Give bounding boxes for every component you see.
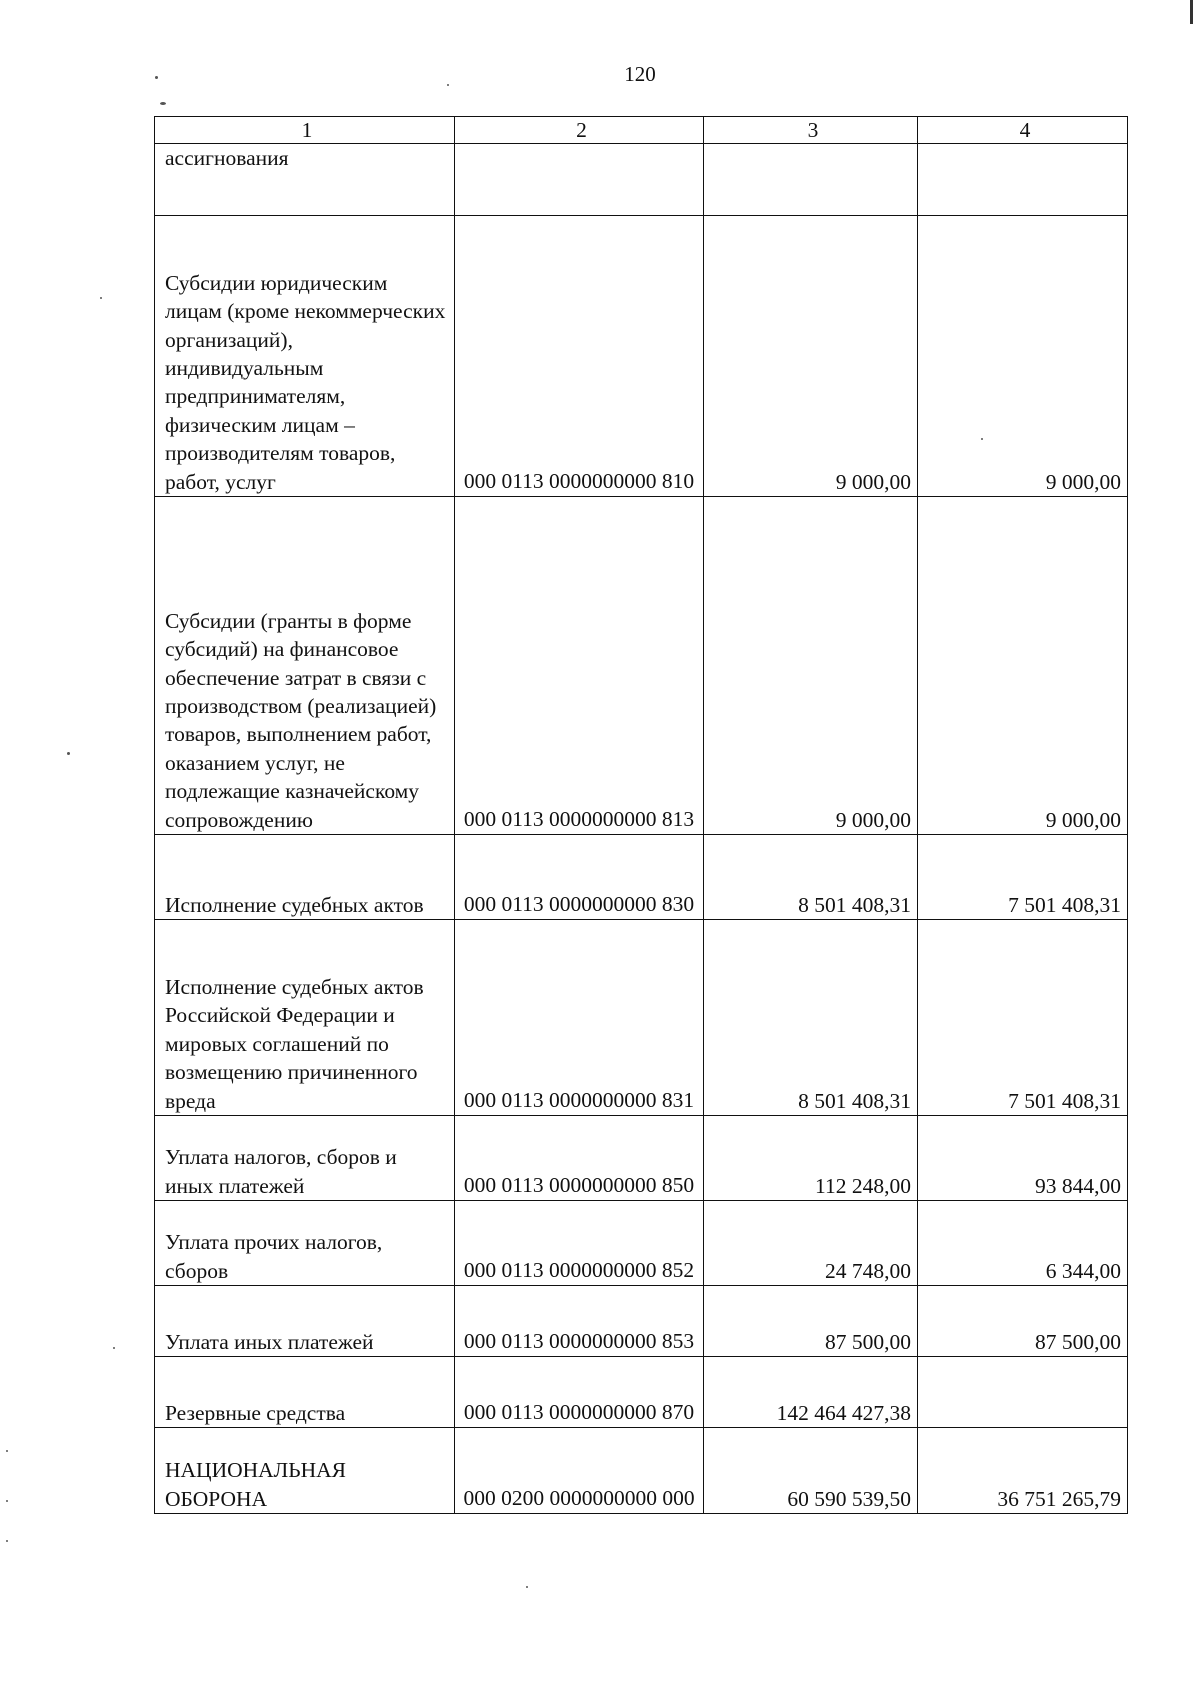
- table-row: [155, 1116, 1128, 1201]
- row-name-cell: ассигнования: [155, 144, 455, 216]
- row-value-col4: 9 000,00: [918, 216, 1128, 497]
- row-name-cell: Исполнение судебных актов: [155, 835, 455, 920]
- row-value-col3: 9 000,00: [704, 497, 918, 835]
- budget-table: [154, 116, 1128, 1514]
- row-code-cell: 000 0113 0000000000 810: [455, 216, 704, 497]
- scan-speck: [67, 752, 70, 755]
- table-row: [155, 497, 1128, 835]
- row-name-cell: Субсидии (гранты в форме субсидий) на финансовое обеспечение затрат в связи с производством (реализацией) товаров, выполнением работ, оказанием услуг, не подлежащие казначейскому сопровождению: [155, 497, 455, 835]
- table-row: [155, 144, 1128, 216]
- row-value-col3: 8 501 408,31: [704, 835, 918, 920]
- header-row: [155, 117, 1128, 144]
- column-header-4: 4: [918, 117, 1128, 144]
- row-value-col4: 36 751 265,79: [918, 1428, 1128, 1514]
- scan-speck: [6, 1540, 8, 1542]
- scan-speck: [447, 84, 449, 86]
- scan-speck: [155, 76, 158, 79]
- row-code-cell: 000 0113 0000000000 830: [455, 835, 704, 920]
- row-name-cell: НАЦИОНАЛЬНАЯ ОБОРОНА: [155, 1428, 455, 1514]
- row-name-cell: Уплата налогов, сборов и иных платежей: [155, 1116, 455, 1201]
- scan-speck: [6, 1500, 8, 1502]
- page-number: 120: [624, 62, 656, 86]
- table-row: [155, 835, 1128, 920]
- row-code-cell: 000 0113 0000000000 870: [455, 1357, 704, 1428]
- row-code-cell: [455, 144, 704, 216]
- column-header-3: 3: [704, 117, 918, 144]
- row-value-col4: 7 501 408,31: [918, 920, 1128, 1116]
- row-code-cell: 000 0113 0000000000 850: [455, 1116, 704, 1201]
- row-name-cell: Уплата прочих налогов, сборов: [155, 1201, 455, 1286]
- scan-speck: [113, 1347, 115, 1349]
- scan-speck: [526, 1586, 528, 1588]
- table-row: [155, 1286, 1128, 1357]
- row-name-cell: Субсидии юридическим лицам (кроме некоммерческих организаций), индивидуальным предпринимателям, физическим лицам – производителям товаров, работ, услуг: [155, 216, 455, 497]
- scan-edge-mark: [1190, 0, 1193, 24]
- row-value-col3: 8 501 408,31: [704, 920, 918, 1116]
- row-value-col3: 60 590 539,50: [704, 1428, 918, 1514]
- row-code-cell: 000 0113 0000000000 853: [455, 1286, 704, 1357]
- table-row: [155, 920, 1128, 1116]
- row-code-cell: 000 0200 0000000000 000: [455, 1428, 704, 1514]
- column-header-2: 2: [455, 117, 704, 144]
- row-value-col4: 6 344,00: [918, 1201, 1128, 1286]
- row-code-cell: 000 0113 0000000000 852: [455, 1201, 704, 1286]
- row-code-cell: 000 0113 0000000000 813: [455, 497, 704, 835]
- row-name-cell: Уплата иных платежей: [155, 1286, 455, 1357]
- table-row: [155, 216, 1128, 497]
- row-name-cell: Резервные средства: [155, 1357, 455, 1428]
- row-value-col3: 9 000,00: [704, 216, 918, 497]
- budget-table-body: [155, 117, 1128, 1514]
- scan-speck: [160, 102, 166, 105]
- table-row: [155, 1201, 1128, 1286]
- row-value-col3: 142 464 427,38: [704, 1357, 918, 1428]
- row-code-cell: 000 0113 0000000000 831: [455, 920, 704, 1116]
- row-value-col3: 24 748,00: [704, 1201, 918, 1286]
- row-value-col3: [704, 144, 918, 216]
- row-value-col4: [918, 1357, 1128, 1428]
- row-value-col4: 9 000,00: [918, 497, 1128, 835]
- scan-speck: [100, 297, 102, 299]
- table-row: [155, 1357, 1128, 1428]
- row-value-col3: 87 500,00: [704, 1286, 918, 1357]
- column-header-1: 1: [155, 117, 455, 144]
- row-value-col4: 93 844,00: [918, 1116, 1128, 1201]
- row-name-cell: Исполнение судебных актов Российской Федерации и мировых соглашений по возмещению причиненного вреда: [155, 920, 455, 1116]
- table-row: [155, 1428, 1128, 1514]
- row-value-col4: [918, 144, 1128, 216]
- row-value-col3: 112 248,00: [704, 1116, 918, 1201]
- row-value-col4: 7 501 408,31: [918, 835, 1128, 920]
- row-value-col4: 87 500,00: [918, 1286, 1128, 1357]
- scan-speck: [6, 1450, 8, 1452]
